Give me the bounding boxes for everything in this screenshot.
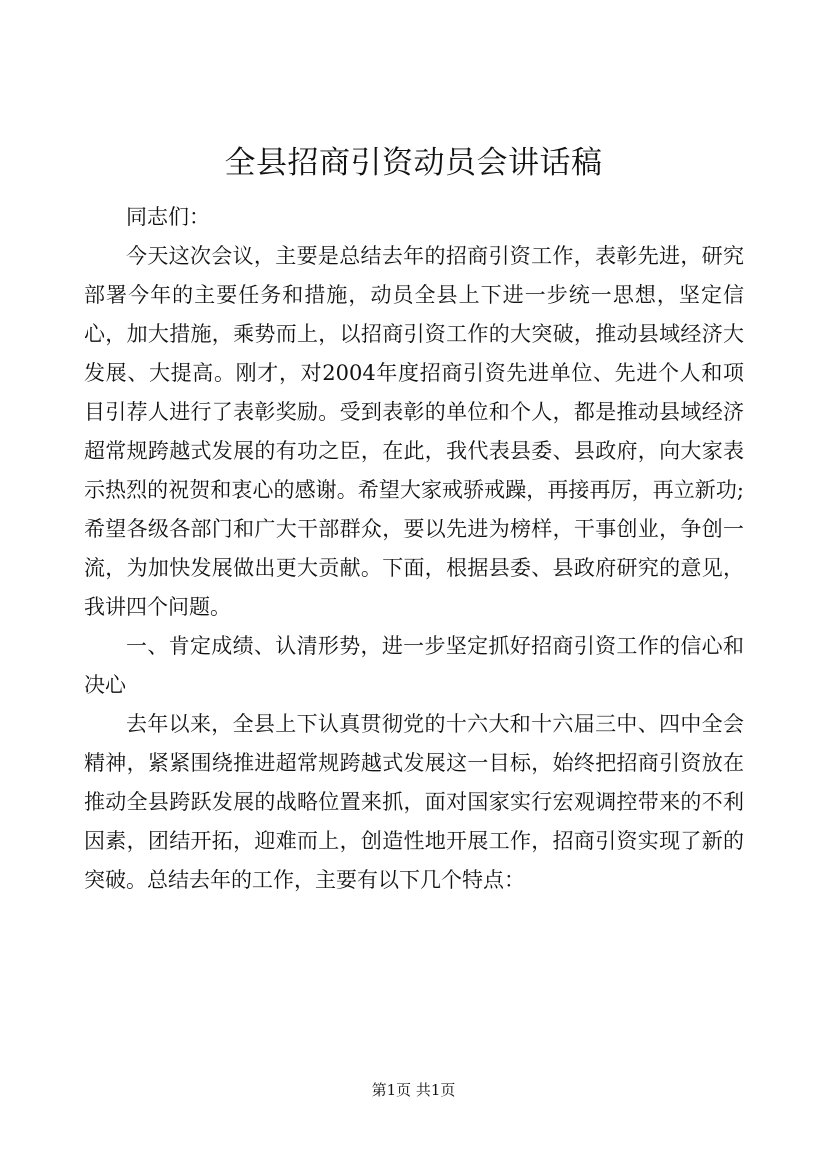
body-paragraph: 去年以来，全县上下认真贯彻党的十六大和十六届三中、四中全会精神，紧紧围绕推进超常规跨越式发展这一目标，始终把招商引资放在推动全县跨跃发展的战略位置来抓，面对国家实行宏观调控带来的不利因素，团结开拓，迎难而上，创造性地开展工作，招商引资实现了新的突破。总结去年的工作，主要有以下几个特点： xyxy=(84,712,744,892)
section-heading-paragraph: 一、肯定成绩、认清形势，进一步坚定抓好招商引资工作的信心和决心 xyxy=(84,634,744,697)
body-paragraph: 今天这次会议，主要是总结去年的招商引资工作，表彰先进，研究部署今年的主要任务和措施，动员全县上下进一步统一思想，坚定信心，加大措施，乘势而上，以招商引资工作的大突破，推动县域经济大发展、大提高。刚才，对2004年度招商引资先进单位、先进个人和项目引荐人进行了表彰奖励。受到表彰的单位和个人，都是推动县域经济超常规跨越式发展的有功之臣，在此，我代表县委、县政府，向大家表示热烈的祝贺和衷心的感谢。希望大家戒骄戒躁，再接再厉，再立新功;希望各级各部门和广大干部群众，要以先进为榜样，干事创业，争创一流，为加快发展做出更大贡献。下面，根据县委、县政府研究的意见，我讲四个问题。 xyxy=(84,244,744,619)
salutation-paragraph: 同志们： xyxy=(126,205,210,229)
document-title: 全县招商引资动员会讲话稿 xyxy=(224,145,603,181)
document-body xyxy=(84,198,744,900)
page-footer: 第1页 共1页 xyxy=(371,1081,456,1099)
